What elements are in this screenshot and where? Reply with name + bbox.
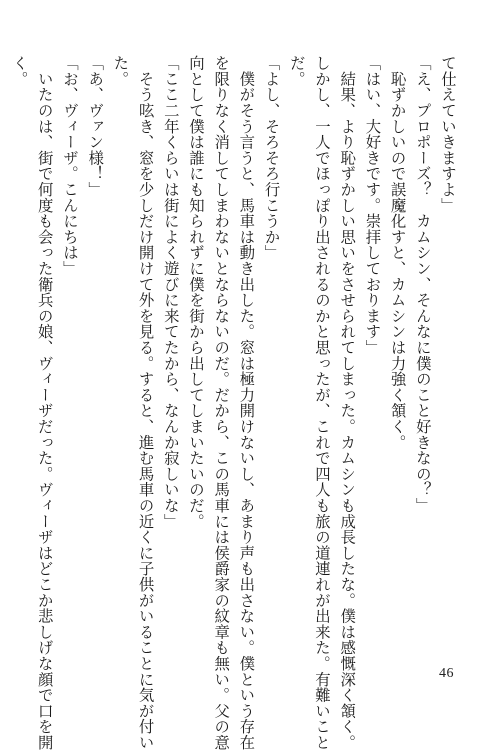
text-line: 「はい、大好きです。崇拝しております」 [363,55,382,356]
text-line: 僕がそう言うと、馬車は動き出した。窓は極力開けないし、あまり声も出さない。僕という存在 [237,55,256,750]
text-line: く。 [10,55,29,87]
text-line: そう呟き、窓を少しだけ開けて外を見る。すると、進む馬車の近くに子供がいることに気が付い [136,55,155,750]
page-number: 46 [439,666,454,681]
text-line: だ。 [287,55,306,87]
text-line: 「え、プロポーズ？ カムシン、そんなに僕のこと好きなの？」 [413,55,432,514]
text-line: 「ここ二年くらいは街によく遊びに来てたから、なんか寂しいな」 [161,55,180,529]
text-line: 恥ずかしいので誤魔化すと、カムシンは力強く頷く。 [388,55,407,450]
text-line: 「お、ヴィーザ。こんにちは」 [60,55,79,277]
text-line: 結果、より恥ずかしい思いをさせられてしまった。カムシンも成長したな。僕は感慨深く頷く。 [338,55,357,750]
text-line: を限りなく消してしまわないとならないのだ。だから、この馬車には侯爵家の紋章も無い。父の意 [212,55,231,750]
text-line: いたのは、街で何度も会った衛兵の娘、ヴィーザだった。ヴィーザはどこか悲しげな顔で口を開 [35,55,54,750]
text-line: しかし、一人でほっぽり出されるのかと思ったが、これで四人も旅の道連れが出来た。有難いこと [312,55,331,750]
text-line: て仕えていきますよ」 [439,55,457,213]
text-line: 「よし、そろそろ行こうか」 [262,55,281,261]
text-line: 向として僕は誰にも知られずに僕を街から出してしまいたいのだ。 [186,55,205,529]
text-line: 「あ、ヴァン様！」 [86,55,105,198]
text-line: た。 [111,55,130,87]
